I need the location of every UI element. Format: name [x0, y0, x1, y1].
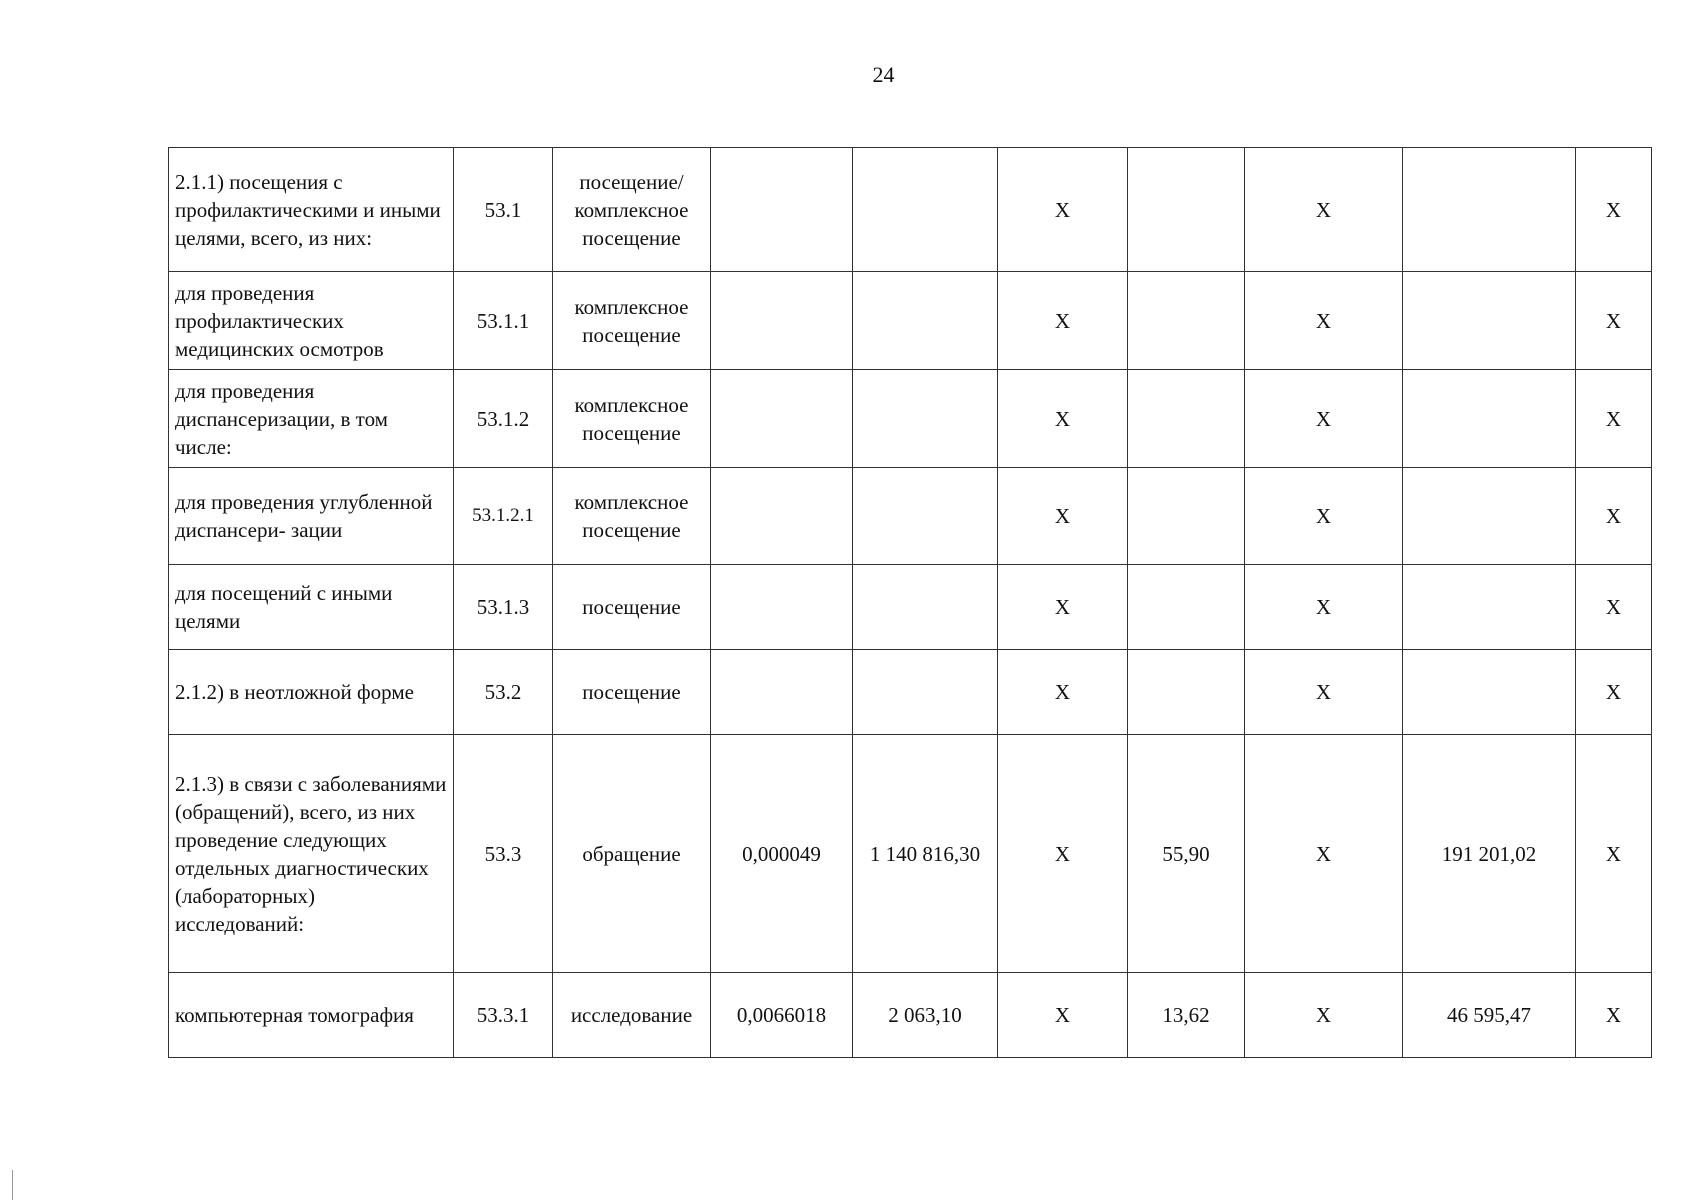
cell-col7: 55,90 — [1128, 735, 1245, 973]
cell-col9: 46 595,47 — [1403, 973, 1576, 1058]
cell-col8: X — [1245, 148, 1403, 272]
cell-col7: 13,62 — [1128, 973, 1245, 1058]
cell-col4: 0,000049 — [711, 735, 853, 973]
row-unit: комплексное посещение — [553, 272, 711, 370]
cell-col10: X — [1576, 735, 1652, 973]
cell-col6: X — [998, 650, 1128, 735]
cell-col8: X — [1245, 272, 1403, 370]
table-row — [169, 650, 1652, 735]
cell-col4 — [711, 565, 853, 650]
cell-col9 — [1403, 148, 1576, 272]
cell-col7 — [1128, 468, 1245, 565]
cell-col5 — [853, 370, 998, 468]
table-row — [169, 735, 1652, 973]
cell-col5: 2 063,10 — [853, 973, 998, 1058]
cell-col4 — [711, 272, 853, 370]
cell-col9 — [1403, 650, 1576, 735]
cell-col4 — [711, 468, 853, 565]
row-name: для проведения диспансеризации, в том числе: — [169, 370, 454, 468]
cell-col4 — [711, 370, 853, 468]
row-unit: посещение/ комплексное посещение — [553, 148, 711, 272]
table-row — [169, 370, 1652, 468]
cell-col10: X — [1576, 370, 1652, 468]
cell-col6: X — [998, 735, 1128, 973]
row-code: 53.3.1 — [454, 973, 553, 1058]
cell-col8: X — [1245, 468, 1403, 565]
cell-col6: X — [998, 272, 1128, 370]
cell-col4: 0,0066018 — [711, 973, 853, 1058]
cell-col10: X — [1576, 650, 1652, 735]
cell-col9 — [1403, 272, 1576, 370]
cell-col7 — [1128, 565, 1245, 650]
cell-col6: X — [998, 565, 1128, 650]
row-name: 2.1.3) в связи с заболеваниями (обращений), всего, из них проведение следующих отдельных диагностических (лабораторных) исследований: — [169, 735, 454, 973]
row-code: 53.1.2.1 — [454, 468, 553, 565]
cell-col6: X — [998, 370, 1128, 468]
cell-col7 — [1128, 650, 1245, 735]
cell-col9 — [1403, 468, 1576, 565]
row-code: 53.1.3 — [454, 565, 553, 650]
table-row — [169, 272, 1652, 370]
cell-col5 — [853, 650, 998, 735]
row-unit: комплексное посещение — [553, 370, 711, 468]
page-number: 24 — [872, 62, 895, 87]
cell-col4 — [711, 148, 853, 272]
cell-col8: X — [1245, 565, 1403, 650]
cell-col6: X — [998, 468, 1128, 565]
cell-col4 — [711, 650, 853, 735]
row-unit: посещение — [553, 565, 711, 650]
cell-col5: 1 140 816,30 — [853, 735, 998, 973]
row-unit: посещение — [553, 650, 711, 735]
scan-margin-line — [12, 1170, 13, 1200]
row-code: 53.1 — [454, 148, 553, 272]
table-row — [169, 565, 1652, 650]
row-code: 53.2 — [454, 650, 553, 735]
cell-col8: X — [1245, 370, 1403, 468]
cell-col9 — [1403, 565, 1576, 650]
cell-col5 — [853, 272, 998, 370]
row-unit: комплексное посещение — [553, 468, 711, 565]
cell-col7 — [1128, 272, 1245, 370]
row-code: 53.1.2 — [454, 370, 553, 468]
tariff-table — [168, 147, 1652, 1058]
cell-col6: X — [998, 973, 1128, 1058]
table-row — [169, 973, 1652, 1058]
cell-col9: 191 201,02 — [1403, 735, 1576, 973]
cell-col8: X — [1245, 973, 1403, 1058]
row-unit: обращение — [553, 735, 711, 973]
cell-col9 — [1403, 370, 1576, 468]
cell-col10: X — [1576, 468, 1652, 565]
cell-col8: X — [1245, 650, 1403, 735]
row-name: компьютерная томография — [169, 973, 454, 1058]
cell-col6: X — [998, 148, 1128, 272]
cell-col10: X — [1576, 148, 1652, 272]
row-name: 2.1.1) посещения с профилактическими и иными целями, всего, из них: — [169, 148, 454, 272]
cell-col5 — [853, 468, 998, 565]
row-name: для посещений с иными целями — [169, 565, 454, 650]
cell-col10: X — [1576, 272, 1652, 370]
cell-col7 — [1128, 370, 1245, 468]
row-unit: исследование — [553, 973, 711, 1058]
row-code: 53.3 — [454, 735, 553, 973]
cell-col5 — [853, 148, 998, 272]
cell-col7 — [1128, 148, 1245, 272]
table-row — [169, 468, 1652, 565]
row-name: 2.1.2) в неотложной форме — [169, 650, 454, 735]
row-name: для проведения углубленной диспансери- зации — [169, 468, 454, 565]
row-code: 53.1.1 — [454, 272, 553, 370]
cell-col5 — [853, 565, 998, 650]
cell-col8: X — [1245, 735, 1403, 973]
cell-col10: X — [1576, 565, 1652, 650]
table-row — [169, 148, 1652, 272]
row-name: для проведения профилактических медицинских осмотров — [169, 272, 454, 370]
cell-col10: X — [1576, 973, 1652, 1058]
